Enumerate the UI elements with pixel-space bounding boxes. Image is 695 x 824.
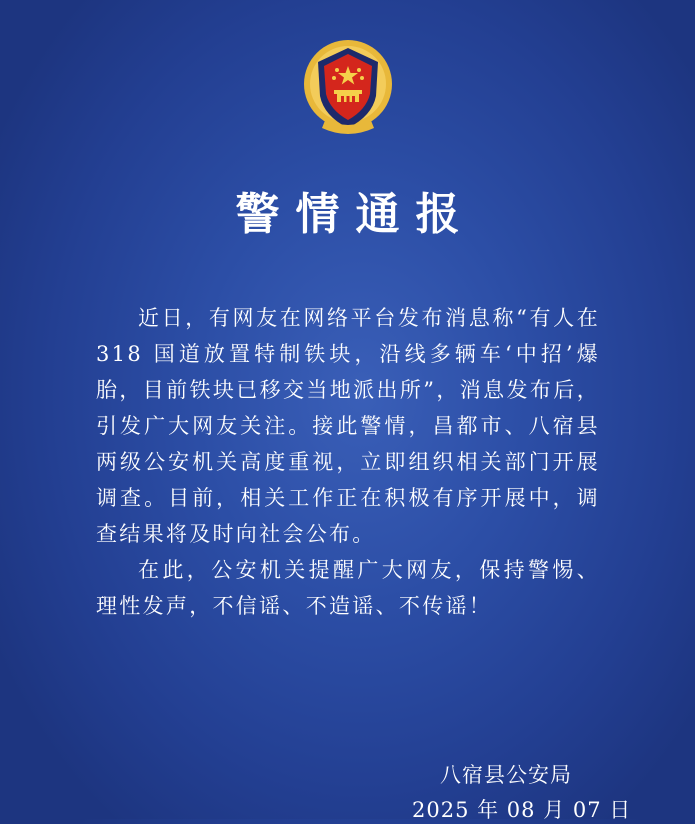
police-emblem-icon — [296, 36, 400, 140]
notice-body — [96, 300, 600, 624]
notice-title: 警情通报 — [235, 189, 476, 240]
issue-date: 2025 年 08 月 07 日 — [412, 798, 632, 822]
issuer-signature: 八宿县公安局 — [440, 763, 572, 787]
paragraph-reminder: 在此，公安机关提醒广大网友，保持警惕、理性发声，不信谣、不造谣、不传谣！ — [96, 558, 600, 618]
paragraph-investigation: 近日，有网友在网络平台发布消息称“有人在 318 国道放置特制铁块，沿线多辆车‘中招’爆胎，目前铁块已移交当地派出所”，消息发布后，引发广大网友关注。接此警情，昌都市、八宿县两级公安机关高度重视，立即组织相关部门开展调查。目前，相关工作正在积极有序开展中，调查结果将及时向社会公布。 — [96, 306, 600, 546]
